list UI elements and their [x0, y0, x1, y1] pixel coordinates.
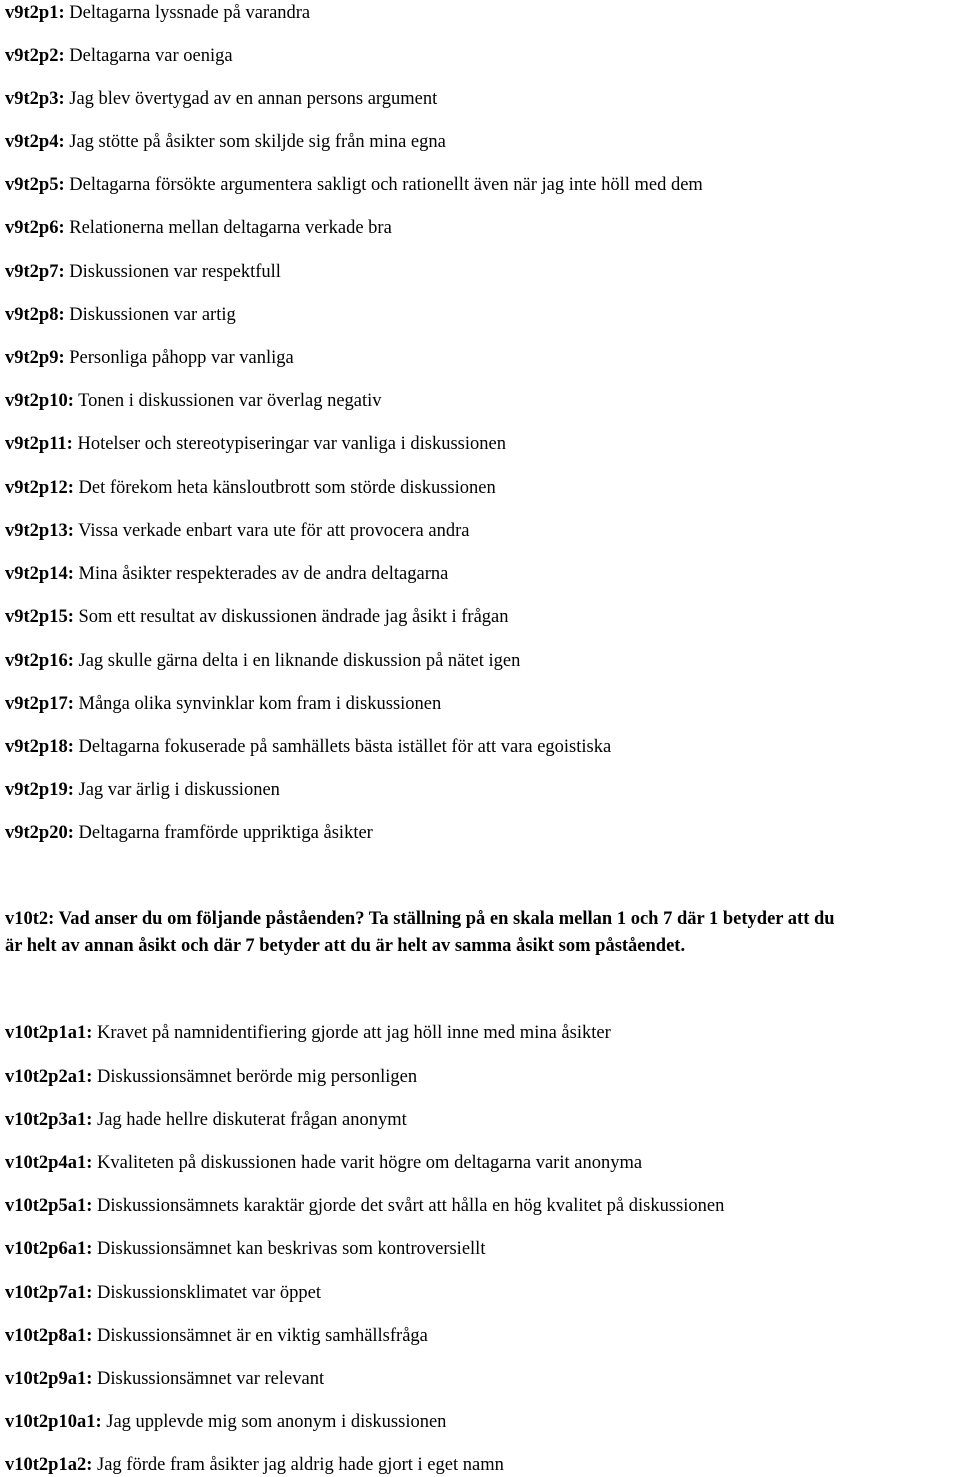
- item-text: Jag förde fram åsikter jag aldrig hade gjort i eget namn: [97, 1455, 504, 1475]
- item-code: v10t2p3a1:: [5, 1110, 93, 1130]
- item-text: Jag hade hellre diskuterat frågan anonymt: [97, 1110, 407, 1130]
- item-code: v9t2p17:: [5, 694, 74, 714]
- list-item: [5, 520, 469, 542]
- item-text: Diskussionsämnet kan beskrivas som kontroversiellt: [97, 1239, 486, 1259]
- list-item: [5, 217, 392, 239]
- question-heading: [5, 906, 960, 960]
- item-code: v9t2p1:: [5, 3, 65, 23]
- item-code: v9t2p10:: [5, 391, 74, 411]
- item-code: v9t2p14:: [5, 564, 74, 584]
- list-item: [5, 1325, 428, 1347]
- list-item: [5, 1238, 485, 1260]
- item-text: Diskussionsämnet är en viktig samhällsfråga: [97, 1326, 428, 1346]
- item-code: v10t2p5a1:: [5, 1196, 93, 1216]
- list-item: [5, 1109, 407, 1131]
- item-text: Personliga påhopp var vanliga: [69, 348, 294, 368]
- list-item: [5, 433, 506, 455]
- item-code: v9t2p4:: [5, 132, 65, 152]
- item-code: v10t2p1a1:: [5, 1023, 93, 1043]
- item-code: v9t2p18:: [5, 737, 74, 757]
- list-item: [5, 822, 373, 844]
- item-code: v9t2p5:: [5, 175, 65, 195]
- item-text: Diskussionsämnet var relevant: [97, 1369, 325, 1389]
- item-text: Kravet på namnidentifiering gjorde att jag höll inne med mina åsikter: [97, 1023, 611, 1043]
- question-line-1: v10t2: Vad anser du om följande påståenden? Ta ställning på en skala mellan 1 och 7 där 1 betyder att du: [5, 909, 835, 929]
- item-code: v9t2p2:: [5, 46, 65, 66]
- item-code: v9t2p9:: [5, 348, 65, 368]
- item-code: v9t2p8:: [5, 305, 65, 325]
- list-item: [5, 606, 509, 628]
- list-item: [5, 563, 448, 585]
- item-text: Det förekom heta känsloutbrott som störde diskussionen: [78, 478, 496, 498]
- item-code: v10t2p8a1:: [5, 1326, 93, 1346]
- item-text: Diskussionsämnet berörde mig personligen: [97, 1067, 418, 1087]
- item-text: Deltagarna lyssnade på varandra: [69, 3, 311, 23]
- item-text: Mina åsikter respekterades av de andra deltagarna: [78, 564, 449, 584]
- list-item: [5, 650, 520, 672]
- list-item: [5, 736, 611, 758]
- item-code: v9t2p6:: [5, 218, 65, 238]
- item-code: v10t2p4a1:: [5, 1153, 93, 1173]
- item-text: Hotelser och stereotypiseringar var vanliga i diskussionen: [77, 434, 506, 454]
- item-text: Diskussionen var artig: [69, 305, 236, 325]
- item-code: v10t2p9a1:: [5, 1369, 93, 1389]
- item-code: v10t2p6a1:: [5, 1239, 93, 1259]
- item-text: Kvaliteten på diskussionen hade varit högre om deltagarna varit anonyma: [97, 1153, 643, 1173]
- item-text: Jag stötte på åsikter som skiljde sig från mina egna: [69, 132, 446, 152]
- list-item: [5, 261, 281, 283]
- item-text: Tonen i diskussionen var överlag negativ: [78, 391, 382, 411]
- item-text: Deltagarna fokuserade på samhällets bästa istället för att vara egoistiska: [78, 737, 612, 757]
- item-code: v10t2p1a2:: [5, 1455, 93, 1475]
- item-code: v10t2p7a1:: [5, 1283, 93, 1303]
- item-text: Jag upplevde mig som anonym i diskussionen: [106, 1412, 447, 1432]
- list-item: [5, 1195, 724, 1217]
- list-item: [5, 131, 446, 153]
- item-text: Vissa verkade enbart vara ute för att provocera andra: [78, 521, 470, 541]
- item-code: v9t2p11:: [5, 434, 73, 454]
- list-item: [5, 1368, 324, 1390]
- item-text: Deltagarna framförde uppriktiga åsikter: [78, 823, 373, 843]
- list-item: [5, 347, 294, 369]
- item-text: Diskussionsklimatet var öppet: [97, 1283, 322, 1303]
- item-text: Deltagarna var oeniga: [69, 46, 233, 66]
- item-code: v9t2p3:: [5, 89, 65, 109]
- question-line-2: är helt av annan åsikt och där 7 betyder att du är helt av samma åsikt som påståendet.: [5, 936, 686, 956]
- list-item: [5, 1152, 642, 1174]
- item-code: v9t2p20:: [5, 823, 74, 843]
- list-item: [5, 693, 441, 715]
- item-text: Deltagarna försökte argumentera sakligt och rationellt även när jag inte höll med dem: [69, 175, 703, 195]
- item-code: v9t2p15:: [5, 607, 74, 627]
- item-code: v10t2p2a1:: [5, 1067, 93, 1087]
- list-item: [5, 88, 437, 110]
- item-text: Relationerna mellan deltagarna verkade bra: [69, 218, 392, 238]
- list-item: [5, 390, 382, 412]
- list-item: [5, 477, 496, 499]
- list-item: [5, 1282, 321, 1304]
- item-text: Diskussionen var respektfull: [69, 262, 281, 282]
- list-item: [5, 2, 310, 24]
- item-code: v9t2p16:: [5, 651, 74, 671]
- list-item: [5, 45, 233, 67]
- item-code: v9t2p19:: [5, 780, 74, 800]
- list-item: [5, 1022, 611, 1044]
- item-text: Som ett resultat av diskussionen ändrade jag åsikt i frågan: [78, 607, 509, 627]
- item-text: Jag blev övertygad av en annan persons argument: [69, 89, 438, 109]
- item-code: v10t2p10a1:: [5, 1412, 102, 1432]
- item-code: v9t2p12:: [5, 478, 74, 498]
- item-text: Jag var ärlig i diskussionen: [78, 780, 280, 800]
- list-item: [5, 174, 703, 196]
- item-text: Många olika synvinklar kom fram i diskussionen: [78, 694, 442, 714]
- list-item: [5, 1411, 446, 1433]
- item-code: v9t2p13:: [5, 521, 74, 541]
- item-text: Jag skulle gärna delta i en liknande diskussion på nätet igen: [78, 651, 521, 671]
- item-code: v9t2p7:: [5, 262, 65, 282]
- list-item: [5, 1454, 504, 1476]
- list-item: [5, 1066, 417, 1088]
- list-item: [5, 779, 280, 801]
- item-text: Diskussionsämnets karaktär gjorde det svårt att hålla en hög kvalitet på diskussionen: [97, 1196, 725, 1216]
- list-item: [5, 304, 236, 326]
